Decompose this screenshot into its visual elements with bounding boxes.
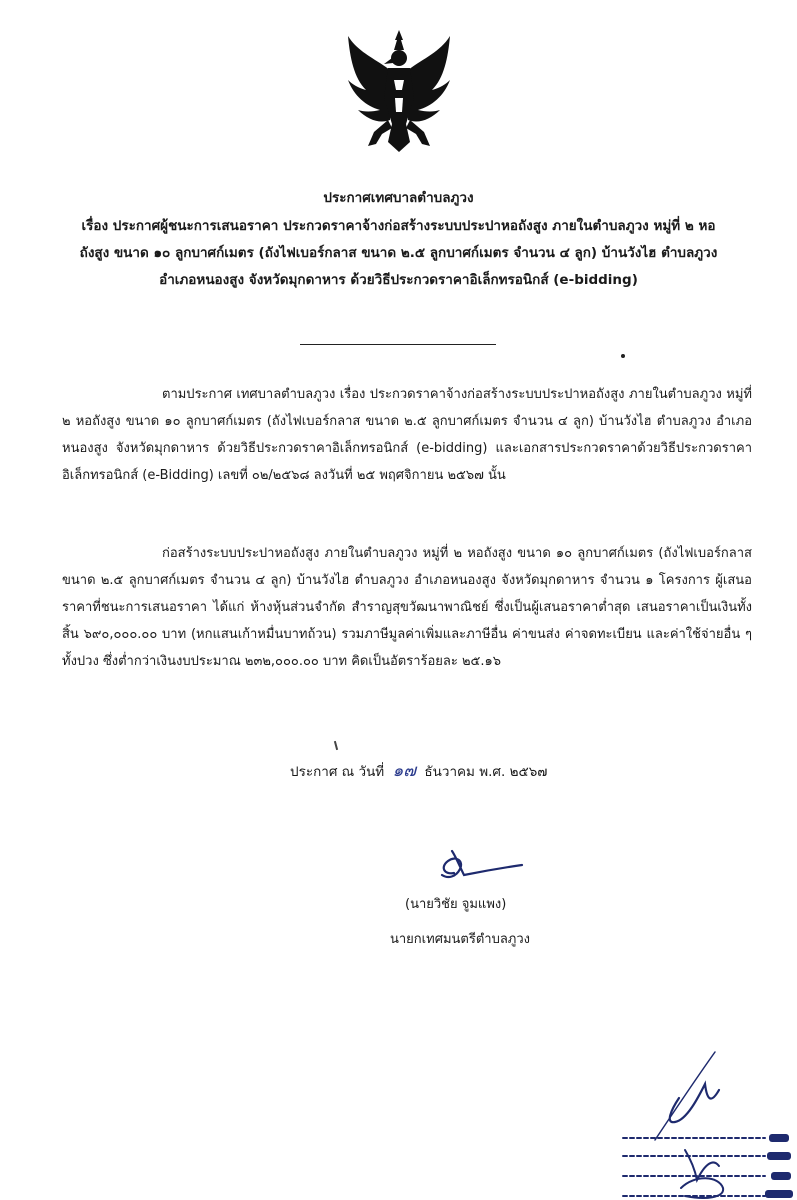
signer-title: นายกเทศมนตรีตำบลภูวง	[390, 932, 530, 947]
document-subject	[40, 213, 757, 294]
handwritten-day: ๑๗	[392, 761, 417, 781]
subject-line-2: ถังสูง ขนาด ๑๐ ลูกบาศก์เมตร (ถังไฟเบอร์กลาส ขนาด ๒.๕ ลูกบาศก์เมตร จำนวน ๔ ลูก) บ้านวังไฮ ตำบลภูวง	[79, 245, 718, 261]
subject-line-3: อำเภอหนองสูง จังหวัดมุกดาหาร ด้วยวิธีประกวดราคาอิเล็กทรอนิกส์ (e-bidding)	[159, 272, 638, 288]
stray-dot-mark	[621, 354, 625, 358]
document-title: ประกาศเทศบาลตำบลภูวง	[323, 190, 474, 206]
announcement-suffix: ธันวาคม พ.ศ. ๒๕๖๗	[424, 764, 548, 780]
announcement-prefix: ประกาศ ณ วันที่	[290, 764, 385, 780]
pen-tick-mark	[334, 741, 338, 750]
body-paragraph-1: ตามประกาศ เทศบาลตำบลภูวง เรื่อง ประกวดราคาจ้างก่อสร้างระบบประปาหอถังสูง ภายในตำบลภูวง หมู่ที่ ๒ หอถังสูง ขนาด ๑๐ ลูกบาศก์เมตร (ถังไฟเบอร์กลาส ขนาด ๒.๕ ลูกบาศก์เมตร จำนวน ๔ ลูก) บ้านวังไฮ ตำบลภูวง อำเภอหนองสูง จังหวัดมุกดาหาร ด้วยวิธีประกวดราคาอิเล็กทรอนิกส์ (e-bidding) และเอกสารประกวดราคาด้วยวิธีประกวดราคาอิเล็กทรอนิกส์ (e-Bidding) เลขที่ ๐๒/๒๕๖๘ ลงวันที่ ๒๕ พฤศจิกายน ๒๕๖๗ นั้น	[62, 387, 752, 483]
title-divider	[300, 344, 496, 345]
garuda-emblem-icon	[344, 28, 454, 154]
subject-line-1: เรื่อง ประกาศผู้ชนะการเสนอราคา ประกวดราคาจ้างก่อสร้างระบบประปาหอถังสูง ภายในตำบลภูวง หมู่ที่ ๒ หอ	[81, 218, 716, 234]
signer-name: (นายวิชัย จูมแพง)	[405, 897, 507, 912]
announcement-date	[290, 757, 547, 786]
signature-icon	[434, 845, 524, 889]
approval-initials-icon	[615, 1040, 797, 1200]
body-paragraph-2: ก่อสร้างระบบประปาหอถังสูง ภายในตำบลภูวง หมู่ที่ ๒ หอถังสูง ขนาด ๑๐ ลูกบาศก์เมตร (ถังไฟเบอร์กลาส ขนาด ๒.๕ ลูกบาศก์เมตร จำนวน ๔ ลูก) บ้านวังไฮ ตำบลภูวง อำเภอหนองสูง จังหวัดมุกดาหาร จำนวน ๑ โครงการ ผู้เสนอราคาที่ชนะการเสนอราคา ได้แก่ ห้างหุ้นส่วนจำกัด สำราญสุขวัฒนาพาณิชย์ ซึ่งเป็นผู้เสนอราคาต่ำสุด เสนอราคาเป็นเงินทั้งสิ้น ๖๙๐,๐๐๐.๐๐ บาท (หกแสนเก้าหมื่นบาทถ้วน) รวมภาษีมูลค่าเพิ่มและภาษีอื่น ค่าขนส่ง ค่าจดทะเบียน และค่าใช้จ่ายอื่น ๆ ทั้งปวง ซึ่งต่ำกว่าเงินงบประมาณ ๒๓๒,๐๐๐.๐๐ บาท คิดเป็นอัตราร้อยละ ๒๕.๑๖	[62, 546, 752, 669]
